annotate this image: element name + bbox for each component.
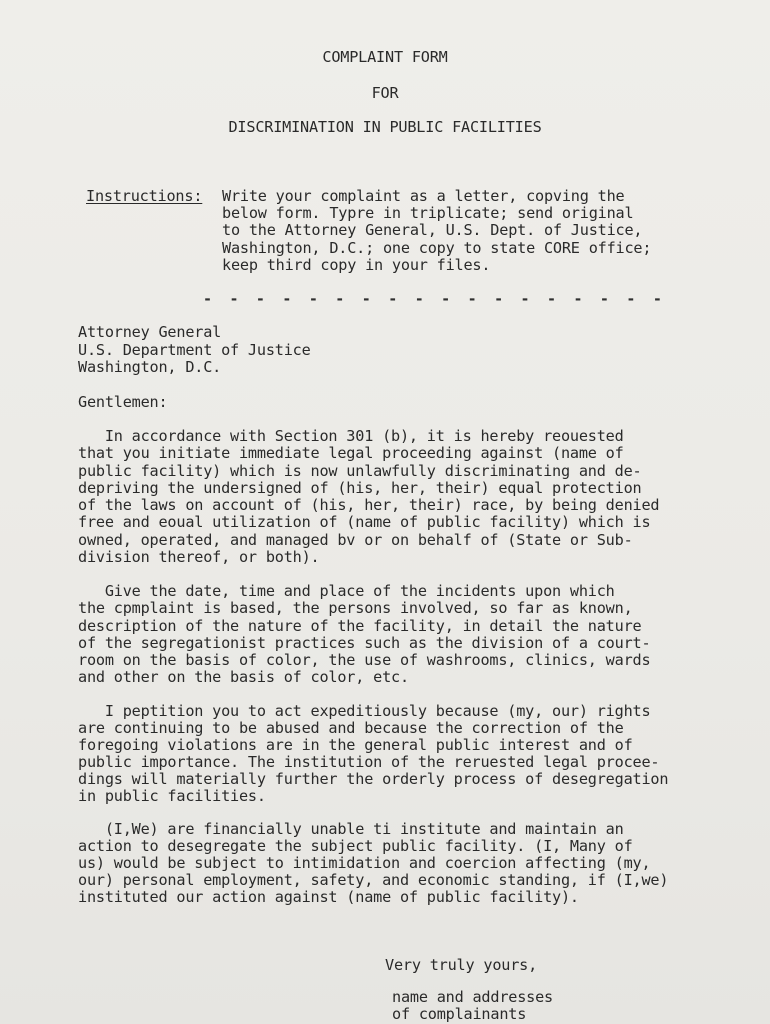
closing: Very truly yours, [385, 956, 538, 974]
instructions-line: below form. Typre in triplicate; send original [222, 204, 634, 222]
paragraph-line: In accordance with Section 301 (b), it is hereby reouested [78, 427, 624, 445]
paragraph-line: division thereof, or both). [78, 548, 320, 566]
paragraph-line: room on the basis of color, the use of washrooms, clinics, wards [78, 651, 651, 669]
paragraph-line: I peptition you to act expeditiously because (my, our) rights [78, 702, 651, 720]
paragraph-line: foregoing violations are in the general public interest and of [78, 736, 633, 754]
paragraph-line: in public facilities. [78, 787, 266, 805]
address-line: U.S. Department of Justice [78, 341, 311, 359]
title-line-3: DISCRIMINATION IN PUBLIC FACILITIES [228, 118, 542, 136]
paragraph-line: public importance. The institution of the reruested legal procee- [78, 753, 660, 771]
paragraph-line: action to desegregate the subject public facility. (I, Many of [78, 837, 633, 855]
paragraph-line: description of the nature of the facility, in detail the nature [78, 617, 642, 635]
salutation: Gentlemen: [78, 393, 168, 411]
paragraph-line: our) personal employment, safety, and economic standing, if (I,we) [78, 871, 669, 889]
instructions-line: to the Attorney General, U.S. Dept. of Justice, [222, 221, 643, 239]
instructions-line: Write your complaint as a letter, copving the [222, 187, 625, 205]
paragraph-line: dings will materially further the orderly process of desegregation [78, 770, 669, 788]
paragraph-line: free and eoual utilization of (name of public facility) which is [78, 513, 651, 531]
paragraph-line: are continuing to be abused and because the correction of the [78, 719, 624, 737]
paragraph-line: and other on the basis of color, etc. [78, 668, 409, 686]
instructions-line: keep third copy in your files. [222, 256, 491, 274]
title-line-2: FOR [371, 84, 399, 102]
dashed-separator: - - - - - - - - - - - - - - - - - - [203, 290, 667, 308]
paragraph-line: that you initiate immediate legal proceeding against (name of [78, 444, 624, 462]
paragraph-line: of the segregationist practices such as the division of a court- [78, 634, 651, 652]
paragraph-line: the cpmplaint is based, the persons involved, so far as known, [78, 599, 633, 617]
signature-line: name and addresses [392, 988, 553, 1006]
address-line: Washington, D.C. [78, 358, 222, 376]
paragraph-line: public facility) which is now unlawfully discriminating and de- [78, 462, 642, 480]
instructions-label: Instructions: [86, 187, 203, 205]
paragraph-line: (I,We) are financially unable ti institute and maintain an [78, 820, 624, 838]
signature-line: of complainants [392, 1005, 527, 1023]
paragraph-line: us) would be subject to intimidation and coercion affecting (my, [78, 854, 651, 872]
paragraph-line: depriving the undersigned of (his, her, their) equal protection [78, 479, 642, 497]
paragraph-line: Give the date, time and place of the incidents upon which [78, 582, 615, 600]
paragraph-line: of the laws on account of (his, her, their) race, by being denied [78, 496, 660, 514]
title-line-1: COMPLAINT FORM [322, 48, 448, 66]
instructions-line: Washington, D.C.; one copy to state CORE office; [222, 239, 652, 257]
paragraph-line: instituted our action against (name of public facility). [78, 888, 579, 906]
paragraph-line: owned, operated, and managed bv or on behalf of (State or Sub- [78, 531, 633, 549]
address-line: Attorney General [78, 323, 222, 341]
